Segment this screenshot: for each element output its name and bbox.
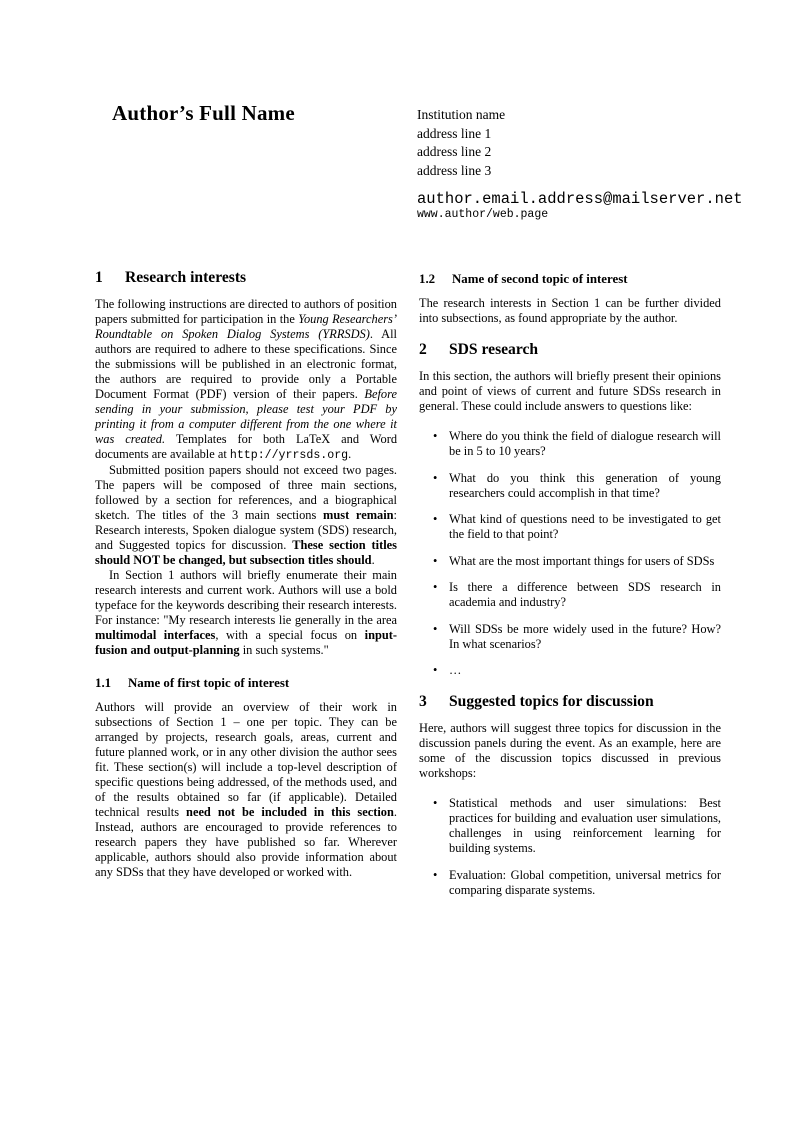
bullet-item [419, 796, 721, 856]
text-run: Submitted position papers should not exceed two pages. The papers will be composed of three main sections, followed by a section for references, and a biographical sketch. The titles of the 3 main sections [95, 463, 397, 522]
bullet-icon: • [433, 470, 438, 485]
author-email: author.email.address@mailserver.net [417, 190, 743, 208]
bullet-text: Evaluation: Global competition, universal metrics for comparing disparate systems. [449, 867, 721, 897]
bullet-text: What are the most important things for users of SDSs [449, 553, 715, 568]
bullet-item [419, 622, 721, 652]
text-run: . All authors are required to adhere to these specifications. Since the submissions will be published in an electronic format, the authors are required to provide only a Portable Document Format (PDF) version of their papers. [95, 327, 397, 401]
bullet-text: Will SDSs be more widely used in the future? How? In what scenarios? [449, 621, 721, 651]
bullet-icon: • [433, 553, 438, 568]
bullet-text: What kind of questions need to be investigated to get the field to that point? [449, 512, 721, 541]
bullet-item [419, 580, 721, 610]
section-title: Suggested topics for discussion [449, 693, 654, 710]
subsection-title: Name of first topic of interest [128, 676, 290, 690]
section-heading-sds-research [419, 341, 721, 359]
subsection-heading-second-topic [419, 271, 721, 287]
text-run: . [348, 447, 352, 461]
paragraph-subsection-guidance [95, 700, 397, 880]
section-title: Research interests [125, 269, 247, 286]
address-line-2: address line 2 [417, 144, 492, 159]
bullet-text: Statistical methods and user simulations: Best practices for building and evaluation user simulations, challenges in using reinforcement learning for building systems. [449, 796, 721, 855]
bullet-item [419, 868, 721, 898]
bullet-icon: • [433, 512, 438, 526]
paragraph-topics-intro: Here, authors will suggest three topics for discussion in the discussion panels during the event. As an example, here are some of the discussion topics discussed in previous workshops: [419, 721, 721, 780]
bullet-icon: • [433, 663, 438, 677]
text-run-italic: Before sending in your submission, please test your PDF by printing it from a computer different from the one where it was created. [95, 387, 397, 446]
right-column [419, 269, 721, 909]
bullet-text: Is there a difference between SDS research in academia and industry? [449, 580, 721, 609]
bullet-icon: • [433, 867, 438, 882]
left-column [95, 269, 397, 909]
institution-name: Institution name [417, 107, 506, 122]
paragraph-sds-intro: In this section, the authors will briefly present their opinions and point of views of current and future SDSs research in general. These could include answers to questions like: [419, 369, 721, 413]
text-run: in such systems." [239, 643, 329, 657]
bullet-item [419, 512, 721, 542]
bullet-icon: • [433, 580, 438, 594]
text-run-bold: multimodal interfaces [95, 628, 216, 642]
text-run: , with a special focus on [215, 628, 365, 642]
bullet-item [419, 471, 721, 501]
bullet-item [419, 429, 721, 459]
section-heading-research-interests [95, 269, 397, 287]
text-run: The following instructions are directed to authors of position papers submitted for participation in the [95, 297, 397, 326]
text-run: In Section 1 authors will briefly enumerate their main research interests and current work. Authors will use a bold typeface for the keywords describing their research interests. For instance: "My research interests lie generally in the area [95, 568, 397, 627]
subsection-number: 1.2 [419, 272, 436, 286]
author-webpage: www.author/web.page [417, 208, 549, 221]
url-text: http://yrrsds.org [229, 449, 349, 462]
section-number: 1 [95, 269, 103, 286]
bullet-icon: • [433, 429, 438, 443]
text-run-bold: input-fusion and output-planning [95, 628, 398, 657]
text-run: : Research interests, Spoken dialogue system (SDS) research, and Suggested topics for discussion. [95, 508, 397, 552]
bullet-icon: • [433, 621, 438, 636]
section-number: 2 [419, 341, 427, 358]
bullet-list-sds-questions [419, 429, 721, 678]
two-column-body [95, 269, 722, 909]
bullet-text: … [449, 663, 462, 677]
bullet-icon: • [433, 796, 438, 810]
subsection-heading-first-topic [95, 675, 397, 691]
paragraph-subsections-note: The research interests in Section 1 can be further divided into subsections, as found appropriate by the author. [419, 296, 721, 325]
author-name: Author’s Full Name [112, 101, 295, 125]
subsection-title: Name of second topic of interest [452, 272, 628, 286]
bullet-item [419, 663, 721, 678]
paragraph-page-limit [95, 463, 397, 568]
text-run-bold: must remain [323, 508, 394, 522]
text-run-bold: These section titles should NOT be changed, but subsection titles should [95, 538, 397, 567]
paragraph-instructions [95, 297, 397, 463]
paragraph-section1-guidance [95, 568, 397, 658]
text-run: . Instead, authors are encouraged to provide references to research papers they have published so far. Wherever applicable, authors should also provide information about any SDSs that they have developed or worked with. [95, 805, 397, 879]
bullet-list-discussion-topics [419, 796, 721, 898]
section-number: 3 [419, 693, 427, 710]
text-run: Authors will provide an overview of their work in subsections of Section 1 – one per topic. They can be arranged by projects, research goals, areas, current and future planned work, or in any other division the author sees fit. These section(s) will include a top-level description of specific questions being addressed, of the methods used, and of the results obtained so far (if applicable). Detailed technical results [95, 700, 397, 819]
text-run-bold: need not be included in this section [186, 805, 394, 819]
text-run: Templates for both LaTeX and Word documents are available at [95, 432, 398, 461]
bullet-item [419, 554, 721, 569]
section-heading-suggested-topics [419, 693, 721, 711]
address-line-1: address line 1 [417, 125, 492, 141]
section-title: SDS research [449, 341, 539, 358]
institution-block [417, 106, 505, 180]
bullet-text: What do you think this generation of young researchers could accomplish in that time? [449, 470, 721, 500]
text-run: . [371, 553, 375, 567]
bullet-text: Where do you think the field of dialogue research will be in 5 to 10 years? [449, 429, 721, 458]
text-run-italic: Young Researchers’ Roundtable on Spoken Dialog Systems (YRRSDS) [95, 312, 398, 341]
subsection-number: 1.1 [95, 676, 112, 690]
address-line-3: address line 3 [417, 162, 492, 178]
